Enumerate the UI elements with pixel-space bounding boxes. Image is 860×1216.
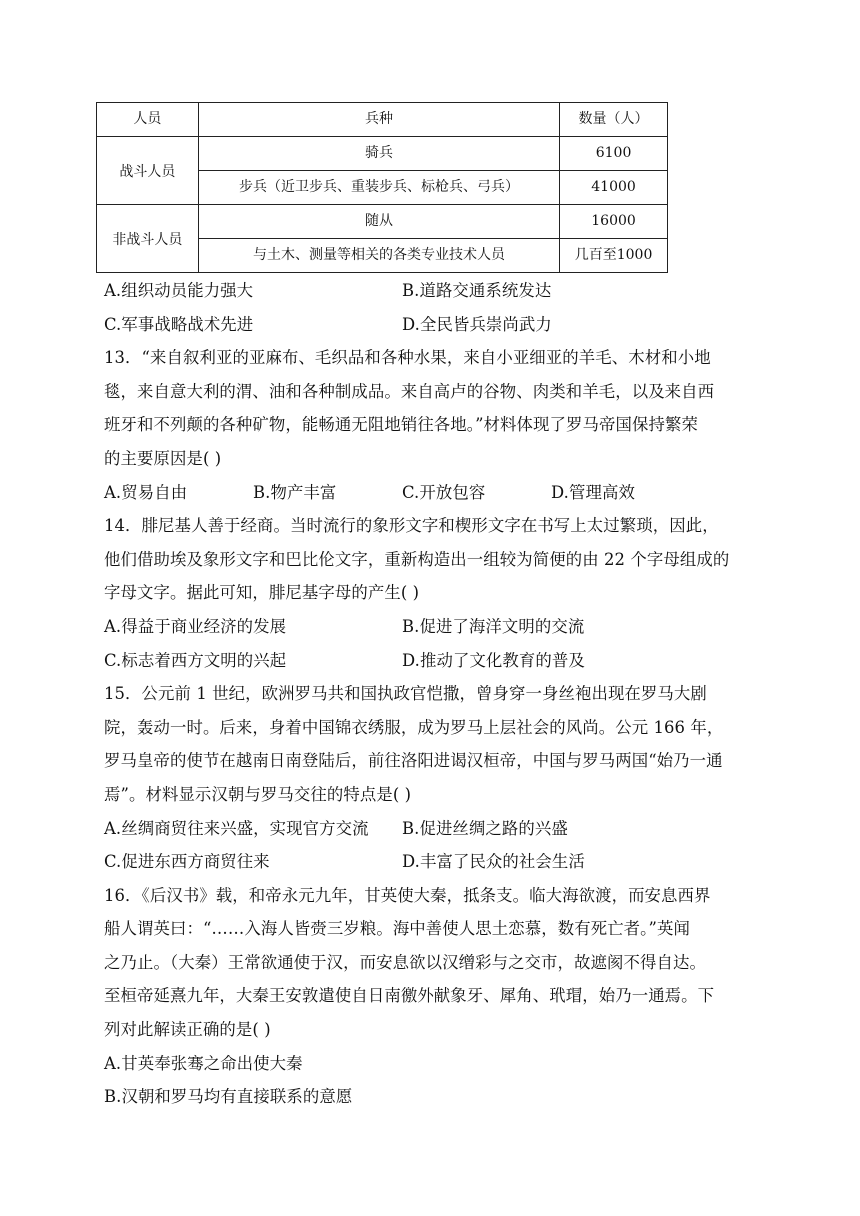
q15-options-row-2 <box>104 845 764 879</box>
q15-options-row-1 <box>104 812 764 846</box>
q13-stem-line: 班牙和不列颠的各种矿物，能畅通无阻地销往各地。”材料体现了罗马帝国保持繁荣 <box>104 415 698 435</box>
q15-stem-line: 罗马皇帝的使节在越南日南登陆后，前往洛阳进谒汉桓帝，中国与罗马两国“始乃一通 <box>104 751 723 771</box>
q13-option-a[interactable]: A.贸易自由 <box>104 482 188 502</box>
q12-option-a[interactable]: A.组织动员能力强大 <box>104 281 254 300</box>
unit-type-cell: 与土木、测量等相关的各类专业技术人员 <box>198 239 559 273</box>
q15-stem-line: 院，轰动一时。后来，身着中国锦衣绣服，成为罗马上层社会的风尚。公元 166 年， <box>104 717 724 737</box>
q13-option-b[interactable]: B.物产丰富 <box>253 482 337 502</box>
q16-stem-line: 列对此解读正确的是( ) <box>104 1020 271 1040</box>
table-header-row <box>97 103 668 137</box>
q14-stem-line: 他们借助埃及象形文字和巴比伦文字，重新构造出一组较为简便的由 22 个字母组成的 <box>104 549 730 569</box>
q14-option-a[interactable]: A.得益于商业经济的发展 <box>104 616 287 636</box>
q12-options-row-1 <box>104 274 764 308</box>
unit-type-cell: 步兵（近卫步兵、重装步兵、标枪兵、弓兵） <box>198 171 559 205</box>
group-label-combat: 战斗人员 <box>97 137 199 205</box>
q13-option-d[interactable]: D.管理高效 <box>551 482 635 502</box>
unit-type-cell: 骑兵 <box>198 137 559 171</box>
army-composition-table <box>96 102 668 273</box>
q12-option-c[interactable]: C.军事战略战术先进 <box>104 314 254 334</box>
question-text-area <box>104 274 764 1114</box>
header-unit-type: 兵种 <box>198 103 559 137</box>
q14-options-row-2 <box>104 644 764 678</box>
q13-stem-line: 毯，来自意大利的渭、油和各种制成品。来自高卢的谷物、肉类和羊毛，以及来自西 <box>104 381 715 401</box>
q16-stem-line: 16．《后汉书》载，和帝永元九年，甘英使大秦，抵条支。临大海欲渡，而安息西界 <box>104 885 711 905</box>
q14-stem-line: 14．腓尼基人善于经商。当时流行的象形文字和楔形文字在书写上太过繁琐，因此， <box>104 516 719 536</box>
q16-stem-line: 船人谓英曰：“……入海人皆赍三岁粮。海中善使人思土恋慕，数有死亡者。”英闻 <box>104 919 690 939</box>
count-cell: 几百至1000 <box>560 239 668 273</box>
q14-option-d[interactable]: D.推动了文化教育的普及 <box>402 650 585 670</box>
q13-stem-line: 的主要原因是( ) <box>104 448 222 468</box>
q12-options-row-2 <box>104 308 764 342</box>
count-cell: 16000 <box>560 205 668 239</box>
q16-stem-line: 至桓帝延熹九年，大秦王安敦遣使自日南徼外献象牙、犀角、玳瑁，始乃一通焉。下 <box>104 986 715 1006</box>
q16-stem-line: 之乃止。（大秦）王常欲通使于汉，而安息欲以汉缯彩与之交市，故遮阂不得自达。 <box>104 952 706 972</box>
q14-options-row-1 <box>104 610 764 644</box>
q14-stem-line: 字母文字。据此可知，腓尼基字母的产生( ) <box>104 583 420 603</box>
q15-stem-line: 15．公元前 1 世纪，欧洲罗马共和国执政官恺撒，曾身穿一身丝袍出现在罗马大剧 <box>104 684 707 704</box>
group-label-noncombat: 非战斗人员 <box>97 205 199 273</box>
unit-type-cell: 随从 <box>198 205 559 239</box>
q14-option-b[interactable]: B.促进了海洋文明的交流 <box>402 616 585 636</box>
count-cell: 6100 <box>560 137 668 171</box>
q16-option-a[interactable]: A.甘英奉张骞之命出使大秦 <box>104 1053 303 1073</box>
q12-option-b[interactable]: B.道路交通系统发达 <box>402 281 552 300</box>
q15-option-b[interactable]: B.促进丝绸之路的兴盛 <box>402 818 568 838</box>
q13-stem-line: 13．“来自叙利亚的亚麻布、毛织品和各种水果，来自小亚细亚的羊毛、木材和小地 <box>104 348 711 368</box>
q13-option-c[interactable]: C.开放包容 <box>402 482 486 502</box>
q12-option-d[interactable]: D.全民皆兵崇尚武力 <box>402 314 552 334</box>
q15-option-d[interactable]: D.丰富了民众的社会生活 <box>402 852 585 872</box>
header-count: 数量（人） <box>560 103 668 137</box>
q16-option-b[interactable]: B.汉朝和罗马均有直接联系的意愿 <box>104 1087 353 1107</box>
table-row <box>97 205 668 239</box>
header-personnel: 人员 <box>97 103 199 137</box>
q15-option-c[interactable]: C.促进东西方商贸往来 <box>104 852 270 872</box>
q13-options-row <box>104 476 764 510</box>
q15-option-a[interactable]: A.丝绸商贸往来兴盛，实现官方交流 <box>104 818 369 838</box>
count-cell: 41000 <box>560 171 668 205</box>
q15-stem-line: 焉”。材料显示汉朝与罗马交往的特点是( ) <box>104 784 412 804</box>
q14-option-c[interactable]: C.标志着西方文明的兴起 <box>104 650 287 670</box>
table-row <box>97 137 668 171</box>
